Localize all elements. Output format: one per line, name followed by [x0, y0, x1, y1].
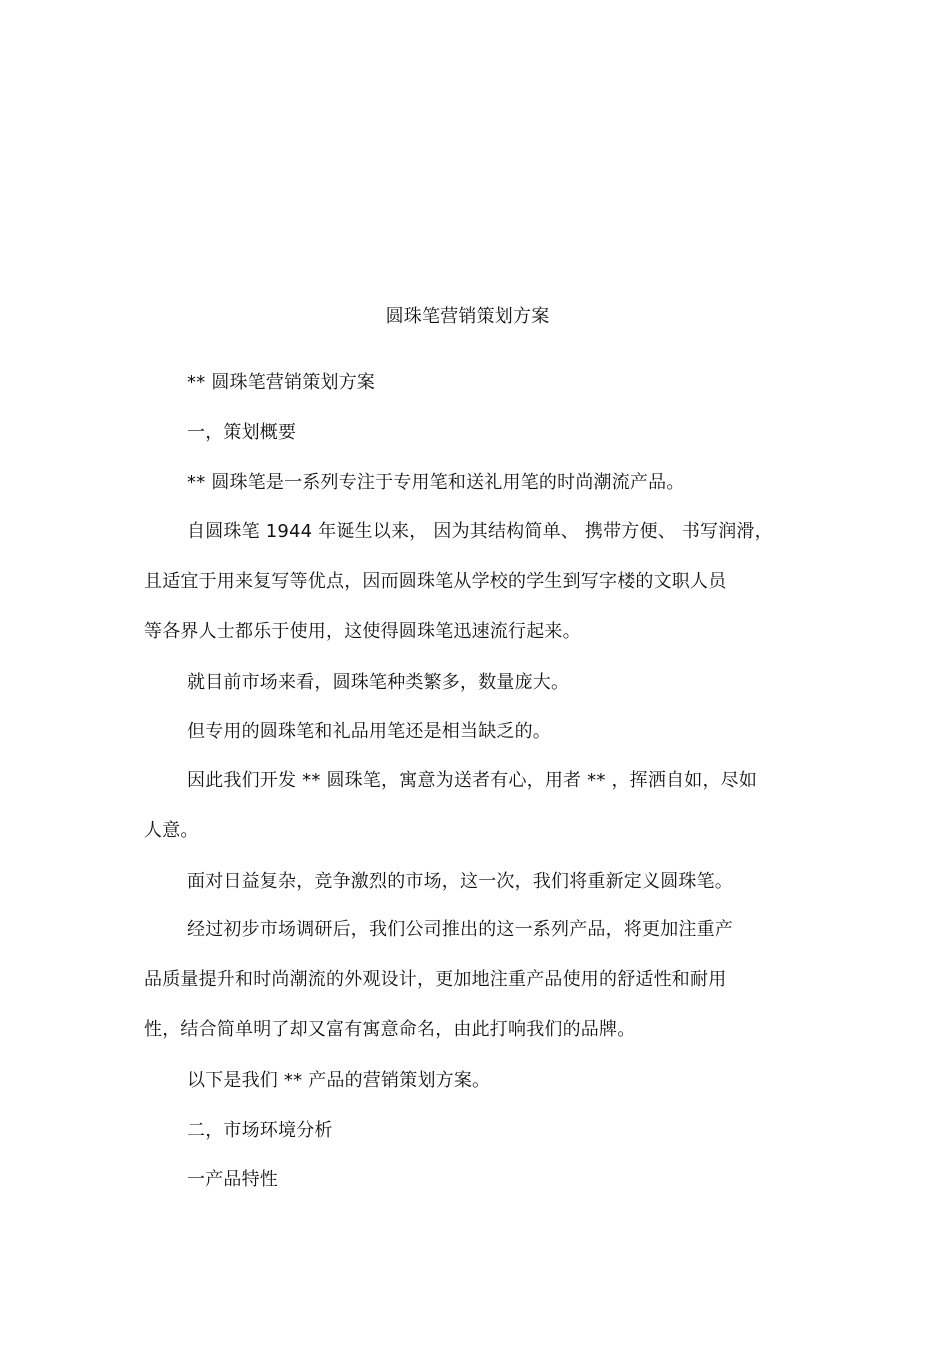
subsection-heading: 一产品特性 [187, 1169, 278, 1190]
document-line: 经过初步市场调研后，我们公司推出的这一系列产品，将更加注重产 [187, 919, 733, 940]
document-line: 因此我们开发 ** 圆珠笔，寓意为送者有心，用者 ** ，挥洒自如，尽如 [187, 770, 758, 791]
document-line: 等各界人士都乐于使用，这使得圆珠笔迅速流行起来。 [144, 621, 581, 642]
document-line: 自圆珠笔 1944 年诞生以来， 因为其结构简单、 携带方便、 书写润滑， [187, 521, 773, 542]
document-line: ** 圆珠笔是一系列专注于专用笔和送礼用笔的时尚潮流产品。 [187, 472, 685, 493]
document-line: ** 圆珠笔营销策划方案 [187, 372, 376, 393]
document-line: 人意。 [144, 820, 199, 841]
document-title: 圆珠笔营销策划方案 [385, 306, 550, 327]
document-line: 品质量提升和时尚潮流的外观设计，更加地注重产品使用的舒适性和耐用 [144, 969, 727, 990]
document-line: 面对日益复杂，竞争激烈的市场，这一次，我们将重新定义圆珠笔。 [187, 871, 733, 892]
document-line: 且适宜于用来复写等优点，因而圆珠笔从学校的学生到写字楼的文职人员 [144, 571, 727, 592]
document-line: 但专用的圆珠笔和礼品用笔还是相当缺乏的。 [187, 721, 551, 742]
document-line: 就目前市场来看，圆珠笔种类繁多，数量庞大。 [187, 672, 570, 693]
document-line: 以下是我们 ** 产品的营销策划方案。 [187, 1070, 491, 1091]
section-heading: 一，策划概要 [187, 422, 297, 443]
document-line: 性，结合简单明了却又富有寓意命名，由此打响我们的品牌。 [144, 1019, 636, 1040]
section-heading: 二，市场环境分析 [187, 1120, 333, 1141]
